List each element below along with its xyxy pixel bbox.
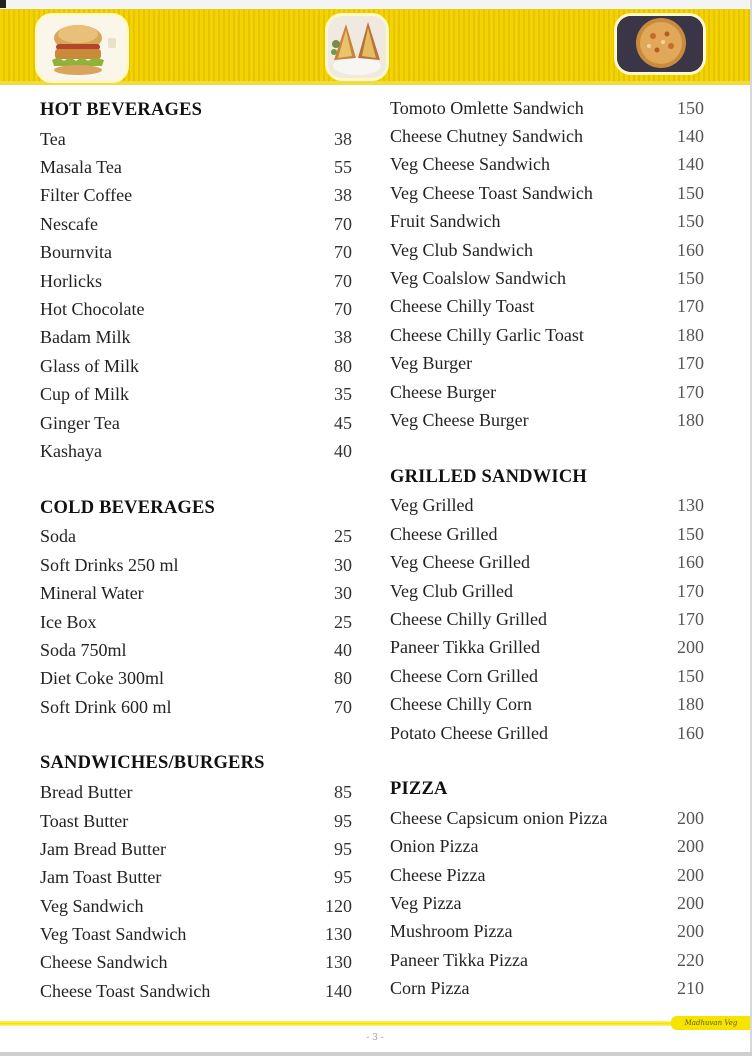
- menu-item: [40, 267, 352, 295]
- item-name: Veg Cheese Grilled: [390, 552, 530, 573]
- item-price: 170: [677, 353, 704, 374]
- item-price: 150: [677, 211, 704, 232]
- item-price: 150: [677, 182, 704, 203]
- item-price: 150: [677, 268, 704, 289]
- item-name: Veg Coalslow Sandwich: [390, 268, 566, 289]
- item-name: Ice Box: [40, 611, 97, 632]
- item-price: 120: [325, 895, 352, 916]
- item-name: Cheese Pizza: [390, 864, 486, 885]
- item-price: 150: [677, 665, 704, 686]
- item-name: Fruit Sandwich: [390, 211, 501, 232]
- menu-item: [40, 864, 352, 892]
- item-price: 200: [677, 836, 704, 857]
- section-sandwiches-burgers: [40, 749, 352, 1005]
- item-price: 130: [677, 495, 704, 516]
- menu-item: [390, 804, 704, 832]
- section-cold-beverages: [40, 494, 352, 722]
- section-gap: [40, 721, 352, 749]
- item-name: Tomoto Omlette Sandwich: [390, 97, 584, 118]
- menu-item: [390, 350, 704, 378]
- menu-item: [390, 293, 704, 321]
- menu-item: [40, 949, 352, 977]
- item-price: 160: [677, 239, 704, 260]
- menu-item: [390, 975, 704, 1003]
- item-price: 170: [677, 296, 704, 317]
- menu-item: [390, 946, 704, 974]
- pizza-icon: [617, 16, 703, 72]
- menu-item: [40, 892, 352, 920]
- footer-line: [0, 1021, 752, 1026]
- item-name: Cheese Grilled: [390, 523, 498, 544]
- menu-item: [390, 151, 704, 179]
- menu-item: [390, 179, 704, 207]
- item-name: Potato Cheese Grilled: [390, 722, 548, 743]
- item-name: Mushroom Pizza: [390, 921, 513, 942]
- item-price: 70: [334, 270, 352, 291]
- item-price: 180: [677, 409, 704, 430]
- item-price: 85: [334, 782, 352, 803]
- item-name: Toast Butter: [40, 810, 129, 831]
- item-price: 30: [334, 554, 352, 575]
- item-price: 35: [334, 384, 352, 405]
- menu-item: [40, 693, 352, 721]
- item-price: 95: [334, 838, 352, 859]
- menu-item: [390, 208, 704, 236]
- section-hot-beverages: [40, 96, 352, 466]
- menu-item: [40, 295, 352, 323]
- menu-item: [40, 437, 352, 465]
- menu-item: [40, 210, 352, 238]
- item-name: Veg Club Sandwich: [390, 239, 533, 260]
- menu-item: [390, 378, 704, 406]
- sandwich-photo: [328, 16, 386, 78]
- menu-item: [390, 492, 704, 520]
- menu-item: [390, 236, 704, 264]
- section-title: SANDWICHES/BURGERS: [40, 753, 265, 774]
- item-name: Veg Pizza: [390, 893, 462, 914]
- menu-item: [390, 321, 704, 349]
- item-price: 45: [334, 412, 352, 433]
- menu-item: [40, 807, 352, 835]
- item-name: Masala Tea: [40, 157, 122, 178]
- item-name: Paneer Tikka Grilled: [390, 637, 540, 658]
- item-price: 200: [677, 637, 704, 658]
- item-price: 130: [325, 952, 352, 973]
- item-name: Cheese Sandwich: [40, 952, 168, 973]
- item-price: 140: [677, 126, 704, 147]
- item-price: 40: [334, 639, 352, 660]
- menu-item: [40, 153, 352, 181]
- item-name: Soft Drink 600 ml: [40, 696, 172, 717]
- item-name: Soda: [40, 526, 76, 547]
- menu-item: [390, 605, 704, 633]
- item-price: 200: [677, 893, 704, 914]
- section-title: COLD BEVERAGES: [40, 497, 215, 518]
- item-price: 170: [677, 381, 704, 402]
- menu-item: [40, 352, 352, 380]
- item-price: 38: [334, 128, 352, 149]
- item-price: 30: [334, 583, 352, 604]
- item-name: Cheese Chilly Garlic Toast: [390, 324, 584, 345]
- item-price: 160: [677, 552, 704, 573]
- top-edge: [0, 0, 752, 8]
- burger-photo: [38, 16, 126, 80]
- item-name: Paneer Tikka Pizza: [390, 949, 528, 970]
- item-price: 95: [334, 810, 352, 831]
- menu-item: [390, 548, 704, 576]
- item-name: Veg Cheese Toast Sandwich: [390, 182, 593, 203]
- item-price: 70: [334, 299, 352, 320]
- item-name: Mineral Water: [40, 583, 144, 604]
- menu-item: [40, 409, 352, 437]
- left-column: [40, 96, 352, 1006]
- item-name: Cheese Chilly Toast: [390, 296, 535, 317]
- item-name: Kashaya: [40, 440, 102, 461]
- menu-item: [40, 381, 352, 409]
- item-price: 38: [334, 185, 352, 206]
- section-pizza: [390, 775, 704, 1003]
- item-price: 220: [677, 949, 704, 970]
- item-price: 150: [677, 97, 704, 118]
- item-price: 150: [677, 523, 704, 544]
- item-name: Horlicks: [40, 270, 102, 291]
- item-price: 210: [677, 978, 704, 999]
- menu-item: [390, 94, 704, 122]
- section-title: GRILLED SANDWICH: [390, 466, 587, 487]
- item-name: Nescafe: [40, 213, 98, 234]
- item-price: 80: [334, 668, 352, 689]
- item-name: Onion Pizza: [390, 836, 479, 857]
- menu-item: [40, 324, 352, 352]
- item-name: Corn Pizza: [390, 978, 470, 999]
- section-title: PIZZA: [390, 779, 448, 800]
- corner-mark: [0, 0, 6, 8]
- item-name: Cheese Capsicum onion Pizza: [390, 807, 608, 828]
- page-bottom-edge: [0, 1052, 752, 1056]
- item-name: Veg Burger: [390, 353, 473, 374]
- menu-item: [390, 577, 704, 605]
- pizza-photo: [617, 16, 703, 72]
- item-price: 70: [334, 696, 352, 717]
- item-price: 80: [334, 355, 352, 376]
- menu-item: [390, 833, 704, 861]
- section-gap: [390, 435, 704, 463]
- menu-item: [390, 861, 704, 889]
- right-column: [390, 94, 704, 1003]
- item-name: Veg Sandwich: [40, 895, 144, 916]
- item-name: Diet Coke 300ml: [40, 668, 164, 689]
- item-name: Soda 750ml: [40, 639, 127, 660]
- section-gap: [40, 466, 352, 494]
- item-name: Hot Chocolate: [40, 299, 145, 320]
- menu-item: [390, 264, 704, 292]
- page-number: - 3 -: [366, 1033, 384, 1043]
- item-price: 180: [677, 694, 704, 715]
- item-price: 180: [677, 324, 704, 345]
- item-price: 200: [677, 807, 704, 828]
- menu-item: [40, 778, 352, 806]
- menu-item: [40, 523, 352, 551]
- menu-item: [40, 125, 352, 153]
- menu-item: [390, 634, 704, 662]
- menu-item: [40, 920, 352, 948]
- brand-tag: Madhuvan Veg: [671, 1016, 751, 1030]
- item-name: Jam Toast Butter: [40, 867, 162, 888]
- menu-item: [390, 690, 704, 718]
- section-gap: [390, 747, 704, 775]
- menu-item: [390, 889, 704, 917]
- item-price: 95: [334, 867, 352, 888]
- menu-item: [390, 662, 704, 690]
- menu-item: [40, 579, 352, 607]
- item-name: Jam Bread Butter: [40, 838, 166, 859]
- item-price: 140: [325, 980, 352, 1001]
- menu-item: [390, 520, 704, 548]
- item-name: Cheese Burger: [390, 381, 497, 402]
- item-price: 160: [677, 722, 704, 743]
- menu-item: [390, 406, 704, 434]
- item-name: Cheese Chilly Corn: [390, 694, 532, 715]
- item-name: Veg Club Grilled: [390, 580, 513, 601]
- menu-item: [40, 551, 352, 579]
- menu-item: [40, 665, 352, 693]
- item-price: 170: [677, 580, 704, 601]
- item-price: 70: [334, 213, 352, 234]
- item-name: Cup of Milk: [40, 384, 130, 405]
- menu-item: [390, 918, 704, 946]
- section-title: HOT BEVERAGES: [40, 100, 203, 120]
- item-name: Filter Coffee: [40, 185, 133, 206]
- menu-item: [40, 636, 352, 664]
- item-name: Cheese Corn Grilled: [390, 665, 538, 686]
- item-price: 25: [334, 611, 352, 632]
- item-price: 25: [334, 526, 352, 547]
- item-price: 200: [677, 921, 704, 942]
- item-name: Veg Cheese Burger: [390, 409, 529, 430]
- menu-item: [40, 608, 352, 636]
- item-price: 140: [677, 154, 704, 175]
- menu-item: [40, 835, 352, 863]
- banner-edge: [0, 81, 752, 85]
- section-sandwiches-continued: [390, 94, 704, 435]
- item-name: Ginger Tea: [40, 412, 120, 433]
- menu-item: [390, 122, 704, 150]
- item-price: 170: [677, 608, 704, 629]
- item-name: Cheese Chutney Sandwich: [390, 126, 583, 147]
- item-price: 38: [334, 327, 352, 348]
- menu-item: [40, 977, 352, 1005]
- item-name: Soft Drinks 250 ml: [40, 554, 179, 575]
- menu-item: [40, 182, 352, 210]
- item-name: Tea: [40, 128, 66, 149]
- menu-item: [390, 719, 704, 747]
- item-price: 40: [334, 440, 352, 461]
- item-price: 70: [334, 242, 352, 263]
- item-name: Veg Cheese Sandwich: [390, 154, 550, 175]
- section-grilled-sandwich: [390, 463, 704, 748]
- menu-item: [40, 239, 352, 267]
- item-name: Cheese Chilly Grilled: [390, 608, 547, 629]
- item-name: Glass of Milk: [40, 355, 139, 376]
- item-name: Bread Butter: [40, 782, 133, 803]
- item-price: 200: [677, 864, 704, 885]
- item-name: Badam Milk: [40, 327, 131, 348]
- burger-icon: [38, 16, 126, 80]
- item-name: Veg Toast Sandwich: [40, 924, 187, 945]
- item-name: Cheese Toast Sandwich: [40, 980, 211, 1001]
- item-price: 130: [325, 924, 352, 945]
- sandwich-icon: [328, 16, 386, 78]
- item-name: Bournvita: [40, 242, 112, 263]
- item-name: Veg Grilled: [390, 495, 474, 516]
- item-price: 55: [334, 157, 352, 178]
